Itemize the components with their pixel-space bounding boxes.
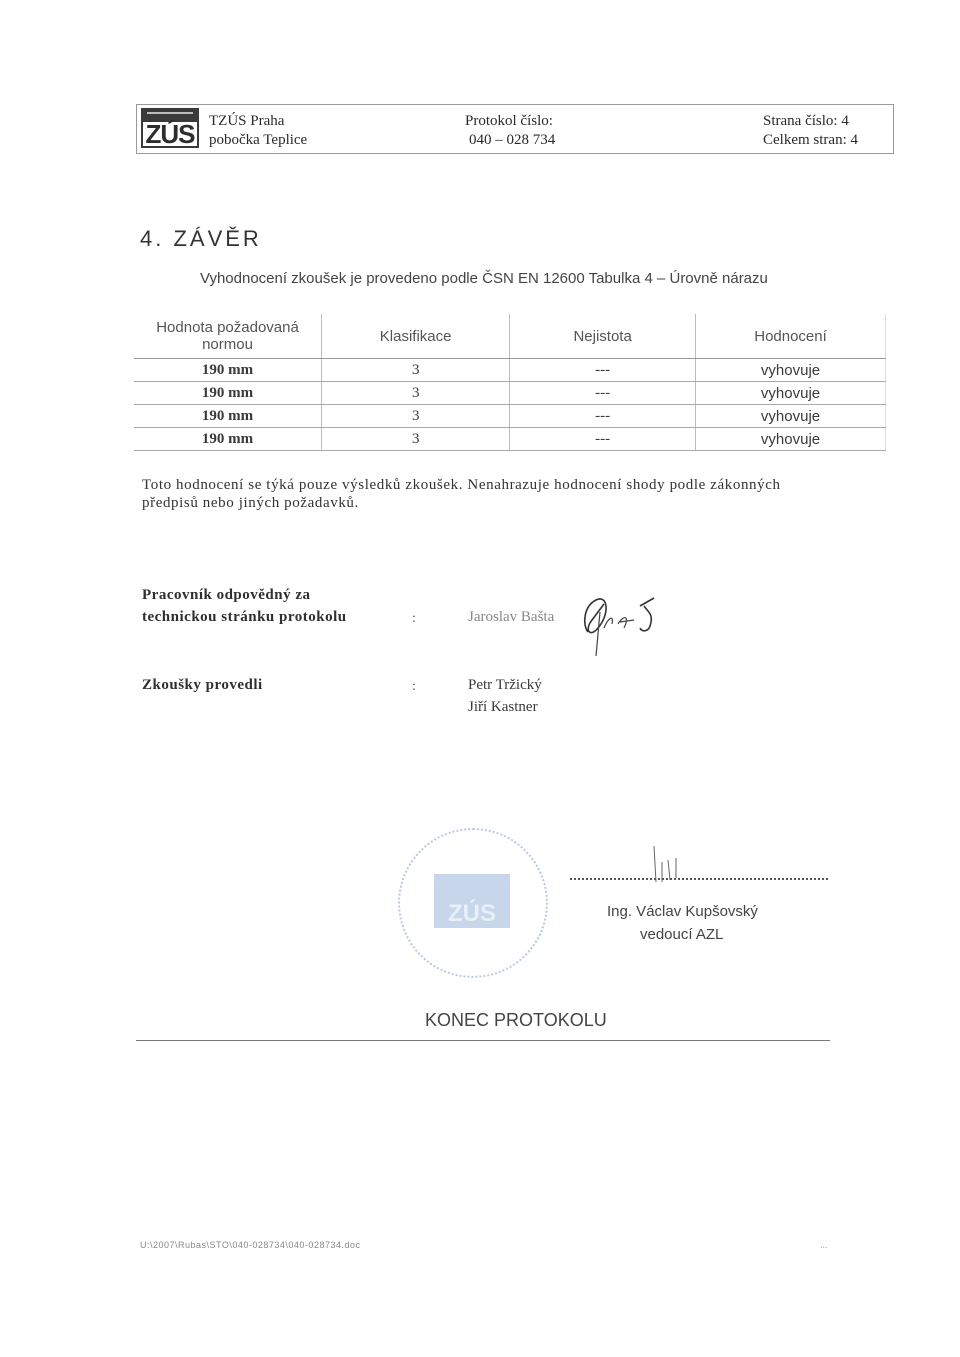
tester-name: Petr Tržický xyxy=(468,677,542,693)
file-path-footer: U:\2007\Rubas\STO\040-028734\040-028734.doc xyxy=(140,1240,361,1250)
total-pages: Celkem stran: 4 xyxy=(763,132,858,148)
responsible-colon: : xyxy=(412,611,416,626)
table-header-row xyxy=(134,314,886,359)
stamp-logo-text: ZÚS xyxy=(448,900,496,927)
table-cell: vyhovuje xyxy=(696,382,886,405)
table-row xyxy=(134,359,886,382)
logo-text: ZÚS xyxy=(141,120,199,148)
column-header: Hodnocení xyxy=(696,314,886,359)
table-row xyxy=(134,405,886,428)
section-heading: 4. ZÁVĚR xyxy=(140,226,262,251)
protocol-label: Protokol číslo: xyxy=(465,113,553,129)
table-cell: vyhovuje xyxy=(696,405,886,428)
signatory-role: vedoucí AZL xyxy=(640,926,724,943)
column-header: Nejistota xyxy=(510,314,696,359)
responsible-name: Jaroslav Bašta xyxy=(468,609,555,625)
table-cell: 3 xyxy=(412,430,420,447)
footer-mark: ... xyxy=(820,1240,828,1250)
signatory-name: Ing. Václav Kupšovský xyxy=(607,903,758,920)
testers-colon: : xyxy=(412,679,416,694)
table-cell: --- xyxy=(510,382,696,405)
end-of-protocol: KONEC PROTOKOLU xyxy=(425,1010,607,1030)
table-cell: 190 mm xyxy=(134,382,322,405)
disclaimer-line1: Toto hodnocení se týká pouze výsledků zkoušek. Nenahrazuje hodnocení shody podle zákonných xyxy=(142,477,781,493)
section-intro: Vyhodnocení zkoušek je provedeno podle ČSN EN 12600 Tabulka 4 – Úrovně nárazu xyxy=(200,270,768,287)
tester-name: Jiří Kastner xyxy=(468,699,538,715)
document-header xyxy=(136,104,894,154)
tzus-logo xyxy=(141,108,199,150)
testers-label: Zkoušky provedli xyxy=(142,677,263,693)
handwritten-signature xyxy=(574,584,666,660)
table-cell: 3 xyxy=(412,407,420,424)
table-cell: --- xyxy=(510,428,696,451)
table-cell: --- xyxy=(510,405,696,428)
responsible-label-line2: technickou stránku protokolu xyxy=(142,609,347,625)
table-cell: 190 mm xyxy=(134,405,322,428)
table-cell: 3 xyxy=(412,384,420,401)
table-row xyxy=(134,382,886,405)
page-number: Strana číslo: 4 xyxy=(763,113,849,129)
end-divider xyxy=(136,1040,830,1041)
table-cell: 190 mm xyxy=(134,428,322,451)
table-cell: --- xyxy=(510,359,696,382)
table-cell: 190 mm xyxy=(134,359,322,382)
table-cell: vyhovuje xyxy=(696,428,886,451)
table-cell: 3 xyxy=(412,361,420,378)
results-table xyxy=(134,314,886,451)
official-stamp xyxy=(398,828,548,978)
org-branch: pobočka Teplice xyxy=(209,132,308,148)
org-name: TZÚS Praha xyxy=(209,113,285,129)
signature-line xyxy=(570,878,828,880)
table-cell: vyhovuje xyxy=(696,359,886,382)
column-header: Hodnota požadovaná normou xyxy=(134,314,322,359)
protocol-number: 040 – 028 734 xyxy=(469,132,556,148)
responsible-label-line1: Pracovník odpovědný za xyxy=(142,587,311,603)
table-row xyxy=(134,428,886,451)
column-header: Klasifikace xyxy=(322,314,510,359)
disclaimer-line2: předpisů nebo jiných požadavků. xyxy=(142,495,359,511)
